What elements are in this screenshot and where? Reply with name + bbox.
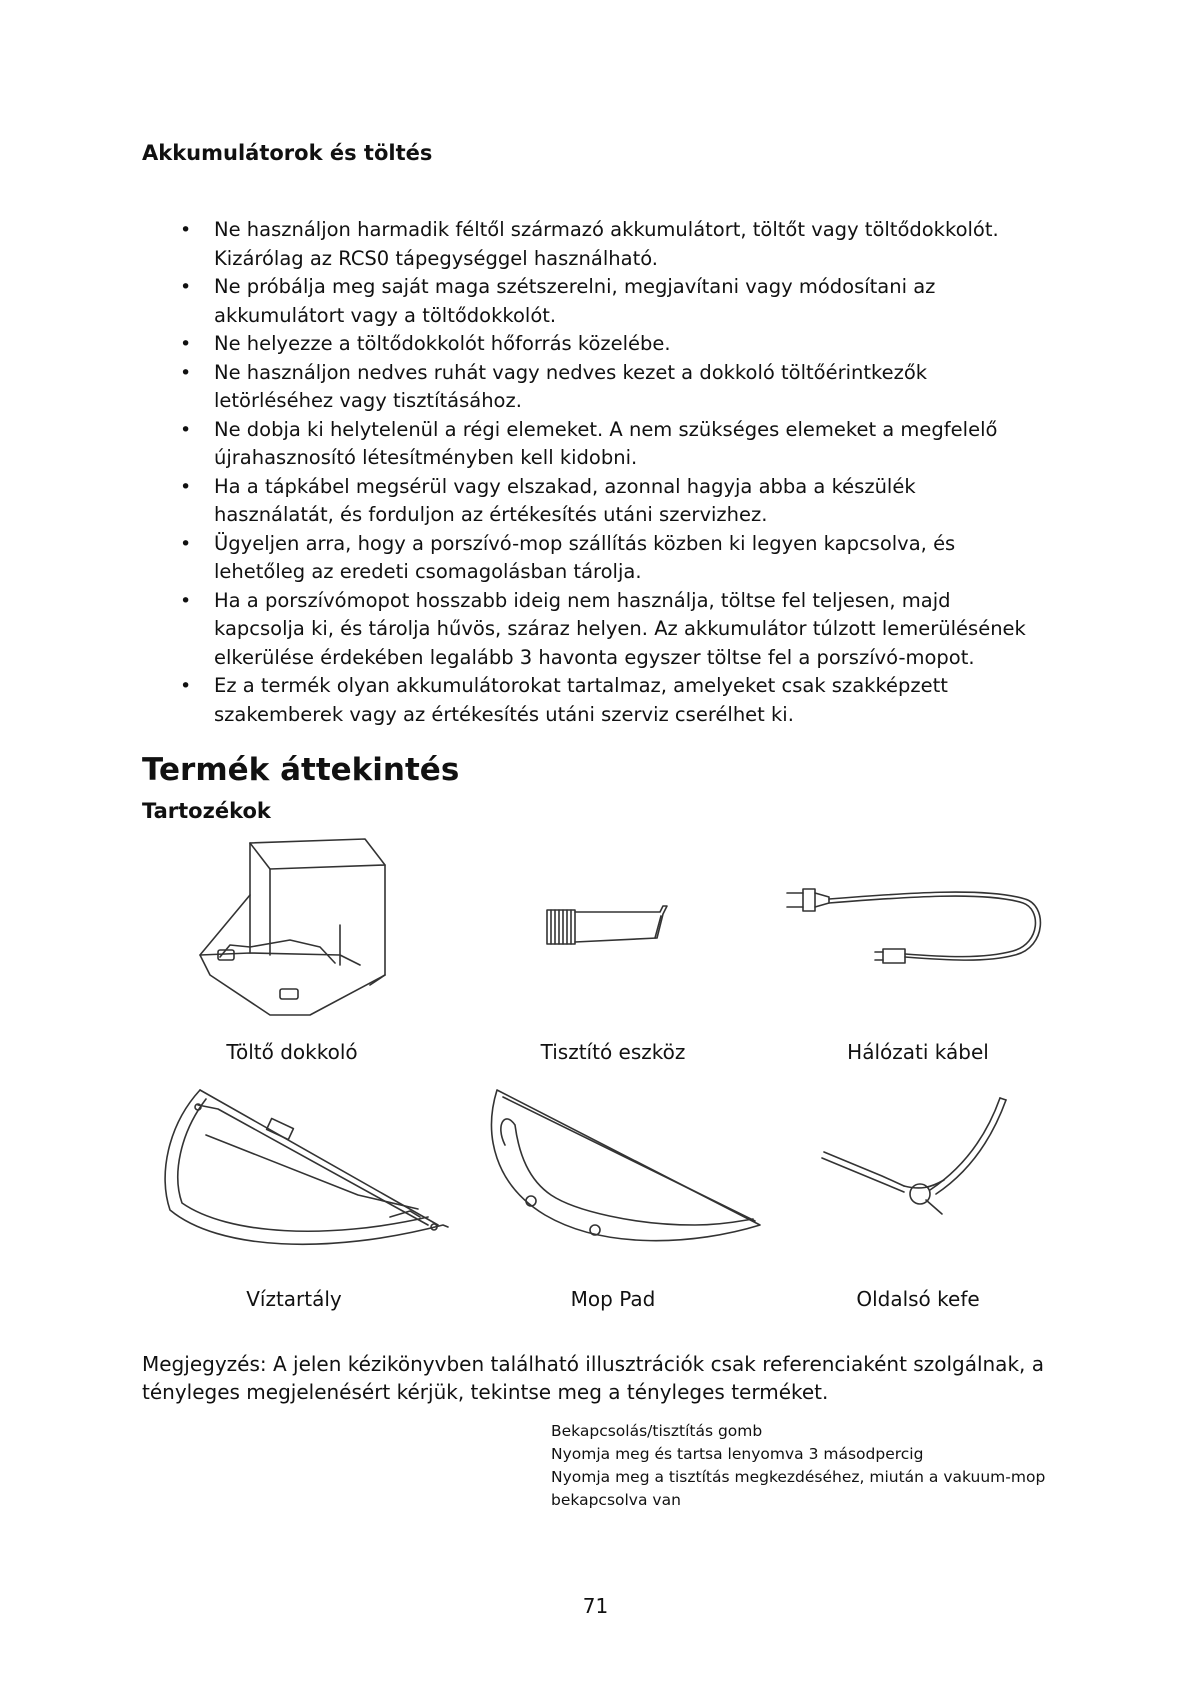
list-item: • Ez a termék olyan akkumulátorokat tartalmaz, amelyeket csak szakképzett szakemberek vagy az értékesítés utáni szerviz cserélhet ki. bbox=[142, 672, 1082, 729]
list-item: • Ha a tápkábel megsérül vagy elszakad, azonnal hagyja abba a készülék használatát, és forduljon az értékesítés utáni szervizhez. bbox=[142, 473, 1082, 530]
caption-cleaning-tool: Tisztító eszköz bbox=[540, 1040, 686, 1064]
list-item: • Ha a porszívómopot hosszabb ideig nem használja, töltse fel teljesen, majd kapcsolja ki, és tárolja hűvös, száraz helyen. Az akkumulátor túlzott lemerülésének elkerülése érdekében legalább 3 havonta egyszer töltse fel a porszívó-mopot. bbox=[142, 587, 1082, 673]
list-item: • Ügyeljen arra, hogy a porszívó-mop szállítás közben ki legyen kapcsolva, és lehetőleg az eredeti csomagolásban tárolja. bbox=[142, 530, 1082, 587]
overview-title: Termék áttekintés bbox=[142, 752, 460, 788]
charging-dock-illustration bbox=[190, 835, 390, 1025]
list-item: • Ne használjon nedves ruhát vagy nedves kezet a dokkoló töltőérintkezők letörléséhez vagy tisztításához. bbox=[142, 359, 1082, 416]
caption-water-tank: Víztartály bbox=[246, 1287, 342, 1311]
caption-side-brush: Oldalsó kefe bbox=[856, 1287, 980, 1311]
accessories-heading: Tartozékok bbox=[142, 799, 271, 823]
list-item: • Ne dobja ki helytelenül a régi elemeket. A nem szükséges elemeket a megfelelő újrahasznosító létesítményben kell kidobni. bbox=[142, 416, 1082, 473]
side-brush-illustration bbox=[820, 1090, 1020, 1215]
mop-pad-illustration bbox=[485, 1085, 765, 1250]
caption-power-cable: Hálózati kábel bbox=[847, 1040, 989, 1064]
button-description: Bekapcsolás/tisztítás gomb Nyomja meg és tartsa lenyomva 3 másodpercig Nyomja meg a tisztítás megkezdéséhez, miután a vakuum-mop bekapcsolva van bbox=[551, 1422, 1046, 1509]
cleaning-tool-illustration bbox=[545, 902, 675, 952]
list-item: • Ne használjon harmadik féltől származó akkumulátort, töltőt vagy töltődokkolót. Kizárólag az RCS0 tápegységgel használható. bbox=[142, 216, 1082, 273]
list-item: • Ne próbálja meg saját maga szétszerelni, megjavítani vagy módosítani az akkumulátort vagy a töltődokkolót. bbox=[142, 273, 1082, 330]
power-cable-illustration bbox=[785, 885, 1050, 970]
caption-mop-pad: Mop Pad bbox=[570, 1287, 656, 1311]
safety-bullet-list bbox=[142, 216, 1082, 729]
page-number: 71 bbox=[582, 1594, 609, 1618]
water-tank-illustration bbox=[158, 1085, 448, 1255]
caption-charging-dock: Töltő dokkoló bbox=[226, 1040, 358, 1064]
illustration-note: Megjegyzés: A jelen kézikönyvben található illusztrációk csak referenciaként szolgálnak, a tényleges megjelenésért kérjük, tekintse meg a tényleges terméket. bbox=[142, 1352, 1044, 1404]
section-heading: Akkumulátorok és töltés bbox=[142, 141, 433, 165]
list-item: • Ne helyezze a töltődokkolót hőforrás közelébe. bbox=[142, 330, 1082, 359]
